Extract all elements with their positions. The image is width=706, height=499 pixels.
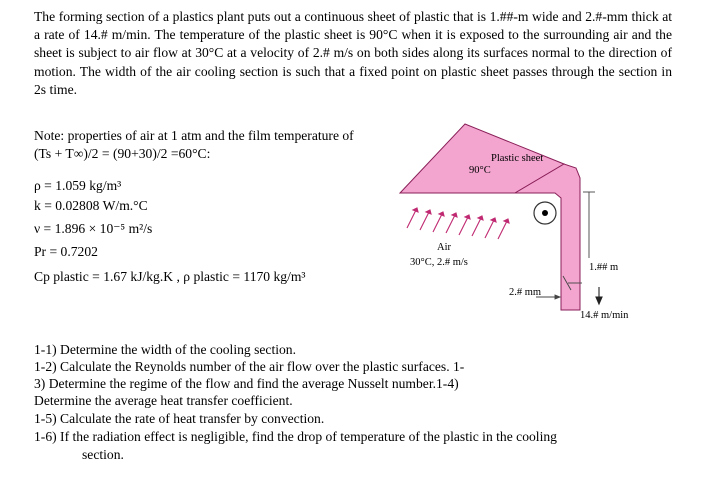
question-1-4: Determine the average heat transfer coefficient. <box>34 393 293 408</box>
roller-axle <box>542 210 548 216</box>
question-1-5: 1-5) Calculate the rate of heat transfer by convection. <box>34 411 325 426</box>
question-1-1: 1-1) Determine the width of the cooling section. <box>34 342 296 357</box>
sheet-temperature-label: 90°C <box>469 165 491 176</box>
air-conditions-label: 30°C, 2.# m/s <box>410 257 468 268</box>
question-1-6: 1-6) If the radiation effect is negligible, find the drop of temperature of the plastic in the cooling <box>34 429 557 444</box>
plastic-properties: Cp plastic = 1.67 kJ/kg.K , ρ plastic = 1170 kg/m³ <box>34 269 306 284</box>
question-1-2: 1-2) Calculate the Reynolds number of the air flow over the plastic surfaces. 1- <box>34 359 465 374</box>
prandtl-number: Pr = 0.7202 <box>34 244 98 259</box>
kinematic-viscosity: ν = 1.896 × 10⁻⁵ m²/s <box>34 221 153 236</box>
thermal-conductivity: k = 0.02808 W/m.°C <box>34 198 148 213</box>
problem-statement: The forming section of a plastics plant puts out a continuous sheet of plastic that is 1.##-m wide and 2.#-mm thick at a rate of 14.# m/min. The temperature of the plastic sheet is 90°C when it is exposed to the surrounding air and the sheet is subject to air flow at 30°C at a velocity of 2.# m/s on both sides along its surfaces normal to the direction of motion. The width of the air cooling section is such that a fixed point on plastic sheet passes through the section in 2s time. <box>34 9 672 97</box>
sheet-width-label: 1.## m <box>589 262 619 273</box>
width-dimension <box>583 192 595 258</box>
question-1-3: 3) Determine the regime of the flow and find the average Nusselt number.1-4) <box>34 376 459 391</box>
note-line-2: (Ts + T∞)/2 = (90+30)/2 =60°C: <box>34 146 211 161</box>
plastic-sheet-label: Plastic sheet <box>491 153 544 164</box>
sheet-speed-label: 14.# m/min <box>580 310 629 321</box>
note-line-1: Note: properties of air at 1 atm and the film temperature of <box>34 128 354 143</box>
air-density: ρ = 1.059 kg/m³ <box>34 178 122 193</box>
question-1-6-continued: section. <box>82 447 124 462</box>
air-label: Air <box>437 242 451 253</box>
sheet-thickness-label: 2.# mm <box>509 287 542 298</box>
motion-arrow <box>596 287 602 304</box>
air-flow-arrows <box>407 208 509 239</box>
